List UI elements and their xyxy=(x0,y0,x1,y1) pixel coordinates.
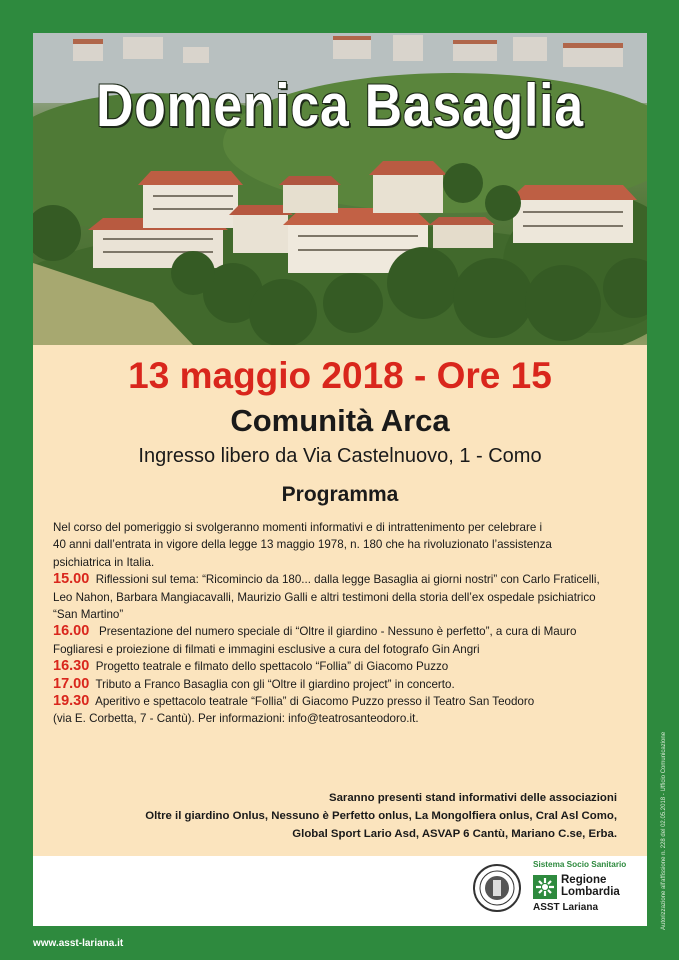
regione-name xyxy=(561,874,620,898)
asst-label: ASST Lariana xyxy=(533,902,599,913)
regione-lombardia-rose-icon xyxy=(533,875,557,899)
program-body xyxy=(53,519,638,728)
associations-line: Saranno presenti stand informativi delle associazioni xyxy=(328,792,617,804)
poster xyxy=(33,33,647,926)
program-text: Aperitivo e spettacolo teatrale “Follia” di Giacomo Puzzo presso il Teatro San Teodoro xyxy=(95,695,535,709)
program-item xyxy=(53,676,638,693)
associations-line: Global Sport Lario Asd, ASVAP 6 Cantù, Mariano C.se, Erba. xyxy=(292,828,617,841)
program-text: Tributo a Franco Basaglia con gli “Oltre il giardino project” in concerto. xyxy=(95,677,455,691)
program-text: “San Martino” xyxy=(53,608,124,622)
poster-title: Domenica Basaglia xyxy=(96,72,584,139)
program-time: 16.30 xyxy=(53,658,90,675)
program-time: 17.00 xyxy=(53,675,90,692)
regione-line: Lombardia xyxy=(561,886,620,898)
program-text: Progetto teatrale e filmato dello spettacolo “Follia” di Giacomo Puzzo xyxy=(95,660,449,674)
program-item xyxy=(53,658,638,675)
program-item xyxy=(53,693,638,710)
program-time: 19.30 xyxy=(53,693,90,710)
program-text: Leo Nahon, Barbara Mangiacavalli, Maurizio Galli e altri testimoni della storia dell’ex ospedale psichiatrico xyxy=(53,590,596,604)
intro-line: Nel corso del pomeriggio si svolgeranno momenti informativi e di intrattenimento per celebrare i xyxy=(53,521,543,534)
hospital-aerial-photo xyxy=(33,33,647,345)
program-time: 16.00 xyxy=(53,623,90,640)
program-item xyxy=(53,571,638,588)
intro-line: 40 anni dall’entrata in vigore della legge 13 maggio 1978, n. 180 che ha rivoluzionato l’assistenza xyxy=(53,538,552,552)
intro-line: psichiatrica in Italia. xyxy=(53,555,155,569)
program-text: (via E. Corbetta, 7 - Cantù). Per informazioni: info@teatrosanteodoro.it. xyxy=(53,712,419,726)
sistema-label: Sistema Socio Sanitario xyxy=(533,860,627,869)
event-venue: Comunità Arca xyxy=(230,403,450,438)
program-text: Presentazione del numero speciale di “Oltre il giardino - Nessuno è perfetto”, a cura di Mauro xyxy=(98,625,577,639)
event-date-time: 13 maggio 2018 - Ore 15 xyxy=(128,355,552,396)
program-time: 15.00 xyxy=(53,571,90,588)
associations-block xyxy=(57,789,617,844)
program-text: Riflessioni sul tema: “Ricomincio da 180... dalla legge Basaglia ai giorni nostri” con Carlo Fraticelli, xyxy=(95,573,600,587)
authorization-note: Autorizzazione all'affissione n. 228 del 02.05.2018 - Ufficio Comunicazione xyxy=(661,731,667,930)
program-text: Fogliaresi e proiezione di filmati e immagini esclusive a cura del fotografo Gin Angri xyxy=(53,642,480,656)
entry-info: Ingresso libero da Via Castelnuovo, 1 - Como xyxy=(138,445,542,467)
program-item xyxy=(53,623,638,640)
logo-footer xyxy=(33,856,647,926)
regione-line: Regione xyxy=(561,874,607,886)
como-hospital-seal-icon xyxy=(473,864,521,912)
program-heading: Programma xyxy=(281,483,399,506)
website-link[interactable]: www.asst-lariana.it xyxy=(33,938,124,949)
associations-line: Oltre il giardino Onlus, Nessuno è Perfetto onlus, La Mongolfiera onlus, Cral Asl Como, xyxy=(145,810,617,823)
